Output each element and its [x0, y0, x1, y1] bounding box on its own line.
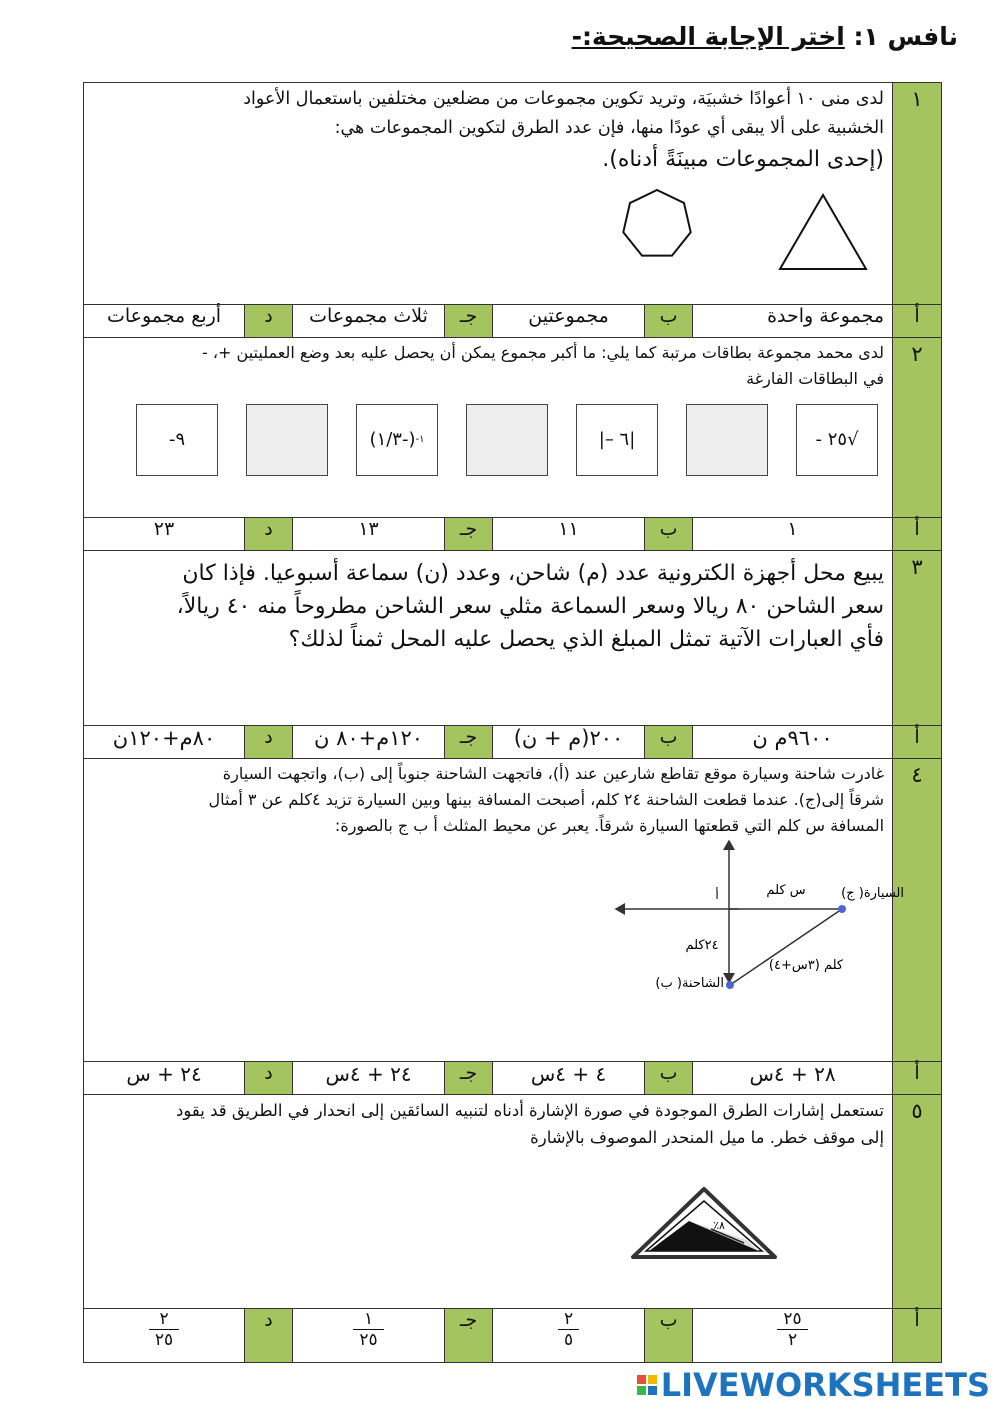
q1-line2: الخشبية على ألا يبقى أي عودًا منها، فإن عدد الطرق لتكوين المجموعات هي:: [334, 118, 885, 138]
q4-diagram: [524, 837, 904, 997]
question-number: ٤: [893, 759, 942, 1062]
slope-percent-label: ٨٪: [713, 1219, 725, 1232]
option-b-label: ب: [645, 518, 693, 551]
empty-card[interactable]: [466, 404, 548, 476]
option-a[interactable]: [693, 1309, 893, 1363]
option-c[interactable]: ١٢٠م+٨٠ ن: [293, 726, 445, 759]
question-1-options: [84, 305, 942, 338]
option-c-label: جـ: [445, 1062, 493, 1095]
q1-figure: [594, 183, 864, 283]
q2-line1: لدى محمد مجموعة بطاقات مرتبة كما يلي: ما أكبر مجموع يمكن أن يحصل عليه بعد وضع العمليتين +، -: [202, 343, 885, 362]
fraction: $\frac{٢}{٢٥}$: [149, 1309, 179, 1350]
option-c-label: جـ: [445, 518, 493, 551]
q3-line3: فأي العبارات الآتية تمثل المبلغ الذي يحصل عليه المحل ثمناً لذلك؟: [288, 627, 885, 652]
question-5-options: [84, 1309, 942, 1363]
option-c[interactable]: ٢٤ + ٤س: [293, 1062, 445, 1095]
option-c-label: جـ: [445, 305, 493, 338]
question-1-text: [84, 83, 893, 305]
question-5-text: [84, 1095, 893, 1309]
hypotenuse-line: [730, 909, 842, 985]
option-a[interactable]: ٢٨ + ٤س: [693, 1062, 893, 1095]
slope-sign-icon: [629, 1185, 779, 1265]
option-d[interactable]: ٨٠م+١٢٠ن: [84, 726, 245, 759]
triangle-icon: [780, 195, 866, 269]
card-negative: -٩: [136, 404, 218, 476]
option-b-label: ب: [645, 305, 693, 338]
question-number: ٥: [893, 1095, 942, 1309]
question-2-options: [84, 518, 942, 551]
option-c-label: جـ: [445, 1309, 493, 1363]
option-b[interactable]: ١١: [493, 518, 645, 551]
question-3-row: [84, 551, 942, 726]
hyp-distance-label: (٣س+٤) كلم: [768, 958, 844, 973]
empty-card[interactable]: [246, 404, 328, 476]
card-power: [356, 404, 438, 476]
car-point: [838, 905, 846, 913]
option-c-label: جـ: [445, 726, 493, 759]
option-d[interactable]: أربع مجموعات: [84, 305, 245, 338]
logo-mark-icon: [637, 1375, 657, 1395]
option-a-label: أ: [893, 1309, 942, 1363]
option-c[interactable]: ١٣: [293, 518, 445, 551]
q4-line2: شرقاً إلى(ج). عندما قطعت الشاحنة ٢٤ كلم، أصبحت المسافة بينها وبين السيارة تزيد ٤كلم عن ٣ أمثال: [208, 790, 885, 809]
truck-point: [726, 981, 734, 989]
option-d-label: د: [245, 1309, 293, 1363]
title-main: اختر الإجابة الصحيحة:-: [571, 22, 845, 51]
option-b-label: ب: [645, 1062, 693, 1095]
south-distance-label: ٢٤كلم: [685, 938, 719, 953]
option-c[interactable]: ثلاث مجموعات: [293, 305, 445, 338]
option-a-label: أ: [893, 1062, 942, 1095]
fraction: $\frac{١}{٢٥}$: [353, 1309, 383, 1350]
option-b-label: ب: [645, 726, 693, 759]
question-4-row: [84, 759, 942, 1062]
worksheet-title: [572, 22, 958, 51]
questions-table: [83, 82, 942, 1363]
q3-line1: يبيع محل أجهزة الكترونية عدد (م) شاحن، وعدد (ن) سماعة أسبوعيا. فإذا كان: [182, 561, 885, 586]
option-c[interactable]: [293, 1309, 445, 1363]
q1-line3: (إحدى المجموعات مبينَةً أدناه).: [602, 147, 885, 172]
fraction: $\frac{٢}{٥}$: [558, 1309, 579, 1350]
option-b[interactable]: ٢٠٠(م + ن): [493, 726, 645, 759]
q5-line1: تستعمل إشارات الطرق الموجودة في صورة الإشارة أدناه لتنبيه السائقين إلى انحدار في الطريق قد يقود: [176, 1101, 885, 1120]
east-distance-label: س كلم: [766, 883, 806, 898]
option-d[interactable]: [84, 1309, 245, 1363]
question-5-row: [84, 1095, 942, 1309]
option-b[interactable]: [493, 1309, 645, 1363]
option-d-label: د: [245, 726, 293, 759]
fraction: $\frac{٢٥}{٢}$: [777, 1309, 807, 1350]
liveworksheets-logo: [637, 1366, 990, 1404]
option-b[interactable]: مجموعتين: [493, 305, 645, 338]
option-a[interactable]: ٩٦٠٠م ن: [693, 726, 893, 759]
point-a-label: أ: [715, 888, 719, 902]
q4-line1: غادرت شاحنة وسيارة موقع تقاطع شارعين عند (أ)، فاتجهت الشاحنة جنوباً إلى (ب)، واتجهت السيارة: [222, 764, 885, 783]
question-4-options: [84, 1062, 942, 1095]
q2-line2: في البطاقات الفارغة: [746, 369, 885, 388]
car-label: (ج )السيارة: [841, 886, 904, 901]
option-d-label: د: [245, 305, 293, 338]
option-d-label: د: [245, 518, 293, 551]
question-number: ٣: [893, 551, 942, 726]
option-a-label: أ: [893, 726, 942, 759]
question-1-row: [84, 83, 942, 305]
question-number: ١: [893, 83, 942, 305]
option-d[interactable]: ٢٤ + س: [84, 1062, 245, 1095]
q5-line2: إلى موقف خطر. ما ميل المنحدر الموصوف بالإشارة: [530, 1128, 885, 1147]
option-a[interactable]: مجموعة واحدة: [693, 305, 893, 338]
option-b[interactable]: ٤ + ٤س: [493, 1062, 645, 1095]
question-2-row: [84, 338, 942, 518]
option-d-label: د: [245, 1062, 293, 1095]
q1-line1: لدى منى ١٠ أعوادًا خشبيَة، وتريد تكوين مجموعات من مضلعين مختلفين باستعمال الأعواد: [243, 89, 885, 109]
q3-line2: سعر الشاحن ٨٠ ريالا وسعر السماعة مثلي سعر الشاحن مطروحاً منه ٤٠ ريالاً،: [176, 594, 885, 619]
question-3-text: [84, 551, 893, 726]
option-b-label: ب: [645, 1309, 693, 1363]
title-prefix: نافس ١:: [853, 22, 958, 51]
option-a[interactable]: ١: [693, 518, 893, 551]
empty-card[interactable]: [686, 404, 768, 476]
q4-line3: المسافة س كلم التي قطعتها السيارة شرقاً. يعبر عن محيط المثلث أ ب ج بالصورة:: [334, 816, 885, 835]
question-4-text: [84, 759, 904, 1062]
brand-text: LIVEWORKSHEETS: [660, 1366, 990, 1404]
question-number: ٢: [893, 338, 942, 518]
card-abs: |– ٦|: [576, 404, 658, 476]
option-d[interactable]: ٢٣: [84, 518, 245, 551]
option-a-label: أ: [893, 305, 942, 338]
question-2-text: [84, 338, 893, 518]
card-root: - ٢٥√: [796, 404, 878, 476]
cards-row: [84, 404, 892, 476]
option-a-label: أ: [893, 518, 942, 551]
question-3-options: [84, 726, 942, 759]
truck-label: (ب )الشاحنة: [655, 976, 724, 991]
heptagon-icon: [623, 190, 690, 256]
card-power-base: (١/٣-): [369, 429, 416, 450]
card-power-exp: -١: [415, 434, 425, 445]
